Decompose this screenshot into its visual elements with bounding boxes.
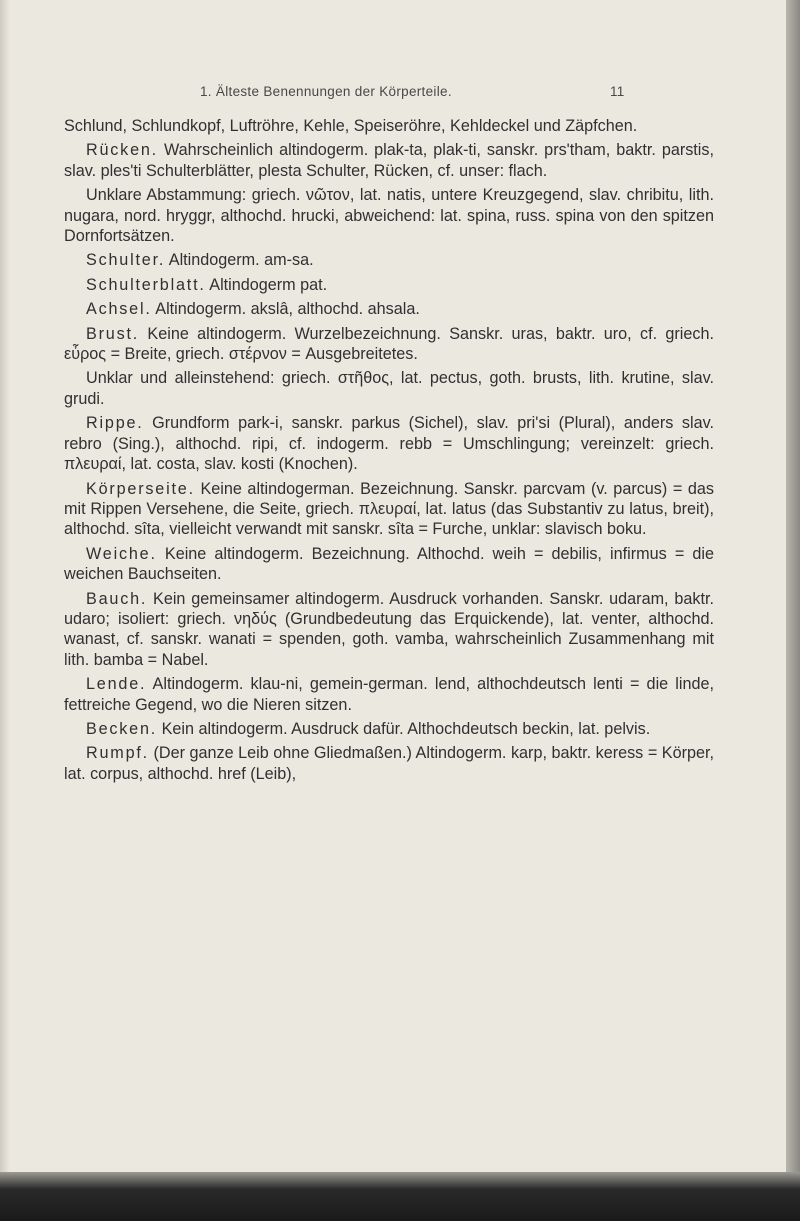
entry-weiche: [64, 544, 714, 585]
entry-headword: Körperseite.: [86, 479, 195, 498]
entry-headword: Schulterblatt.: [86, 275, 206, 294]
entry-rippe: [64, 413, 714, 474]
entry-text: Kein altindogerm. Ausdruck dafür. Althochdeutsch beckin, lat. pelvis.: [157, 719, 651, 738]
entry-headword: Brust.: [86, 324, 140, 343]
entry-schulter: [64, 250, 714, 270]
entry-schulterblatt: [64, 275, 714, 295]
entry-koerperseite: [64, 479, 714, 540]
body-text: [64, 116, 714, 784]
entry-text: Keine altindogerm. Wurzelbezeichnung. Sanskr. uras, baktr. uro, cf. griech. εὖρος = Breite, griech. στέρνον = Ausgebreitetes.: [64, 324, 714, 364]
entry-text: (Der ganze Leib ohne Gliedmaßen.) Altindogerm. karp, baktr. keress = Körper, lat. corpus, althochd. href (Leib),: [64, 744, 714, 783]
paragraph-text: Unklare Abstammung: griech. νῶτον, lat. natis, untere Kreuzgegend, slav. chribitu, lith. nugara, nord. hryggr, althochd. hrucki, abweichend: lat. spina, russ. spina von den spitzen Dornfortsätzen.: [64, 186, 714, 246]
entry-text: Keine altindogerman. Bezeichnung. Sanskr. parcvam (v. parcus) = das mit Rippen Versehene, die Seite, griech. πλευραί, lat. latus (das Substantiv zu latus, breit), althochd. sîta, vielleicht verwandt mit sanskr. sîta = Furche, unklar: slavisch boku.: [64, 479, 714, 539]
entry-text: Wahrscheinlich altindogerm. plak-ta, plak-ti, sanskr. prs'tham, baktr. parstis, slav. ples'ti Schulterblätter, plesta Schulter, Rücken, cf. unser: flach.: [64, 141, 714, 180]
page-number: 11: [610, 84, 625, 99]
entry-text: Altindogerm pat.: [205, 275, 328, 294]
entry-headword: Bauch.: [86, 589, 148, 608]
entry-headword: Rumpf.: [86, 744, 149, 763]
scan-edge-bottom: [0, 1172, 800, 1221]
entry-lende: [64, 674, 714, 715]
paragraph: [64, 368, 714, 409]
entry-headword: Rücken.: [86, 141, 158, 160]
entry-text: Altindogerm. akslâ, althochd. ahsala.: [151, 300, 420, 319]
entry-headword: Achsel.: [86, 300, 152, 319]
entry-text: Keine altindogerm. Bezeichnung. Althochd. weih = debilis, infirmus = die weichen Bauchseiten.: [64, 544, 714, 584]
entry-rumpf: [64, 743, 714, 784]
entry-brust: [64, 324, 714, 365]
running-header: [0, 84, 786, 104]
paragraph-text: Unklar und alleinstehend: griech. στῆθος, lat. pectus, goth. brusts, lith. krutine, slav. grudi.: [64, 369, 714, 408]
page-binding-shadow: [0, 0, 10, 1203]
entry-ruecken: [64, 140, 714, 181]
entry-becken: [64, 719, 714, 739]
entry-headword: Schulter.: [86, 251, 166, 270]
entry-text: Kein gemeinsamer altindogerm. Ausdruck vorhanden. Sanskr. udaram, baktr. udaro; isoliert: griech. νηδύς (Grundbedeutung das Erquickende), lat. venter, althochd. wanast, cf. sanskr. wanati = spenden, goth. vamba, wahrscheinlich Zusammenhang mit lith. bamba = Nabel.: [64, 589, 714, 669]
paragraph-text: Schlund, Schlundkopf, Luftröhre, Kehle, Speiseröhre, Kehldeckel und Zäpfchen.: [64, 117, 638, 135]
entry-headword: Weiche.: [86, 544, 157, 563]
entry-achsel: [64, 299, 714, 319]
entry-bauch: [64, 589, 714, 671]
scan-edge-right: [786, 0, 800, 1221]
entry-text: Altindogerm. klau-ni, gemein-german. lend, althochdeutsch lenti = die linde, fettreiche Gegend, wo die Nieren sitzen.: [64, 675, 714, 714]
entry-headword: Rippe.: [86, 414, 144, 433]
entry-text: Altindogerm. am-sa.: [165, 251, 314, 270]
chapter-title: 1. Älteste Benennungen der Körperteile.: [200, 84, 452, 99]
paragraph: [64, 116, 714, 136]
entry-text: Grundform park-i, sanskr. parkus (Sichel), slav. pri'si (Plural), anders slav. rebro (Sing.), althochd. ripi, cf. indogerm. rebb = Umschlingung; vereinzelt: griech. πλευραί, lat. costa, slav. kosti (Knochen).: [64, 414, 714, 474]
paragraph: [64, 185, 714, 246]
entry-headword: Becken.: [86, 719, 158, 738]
entry-headword: Lende.: [86, 675, 147, 694]
